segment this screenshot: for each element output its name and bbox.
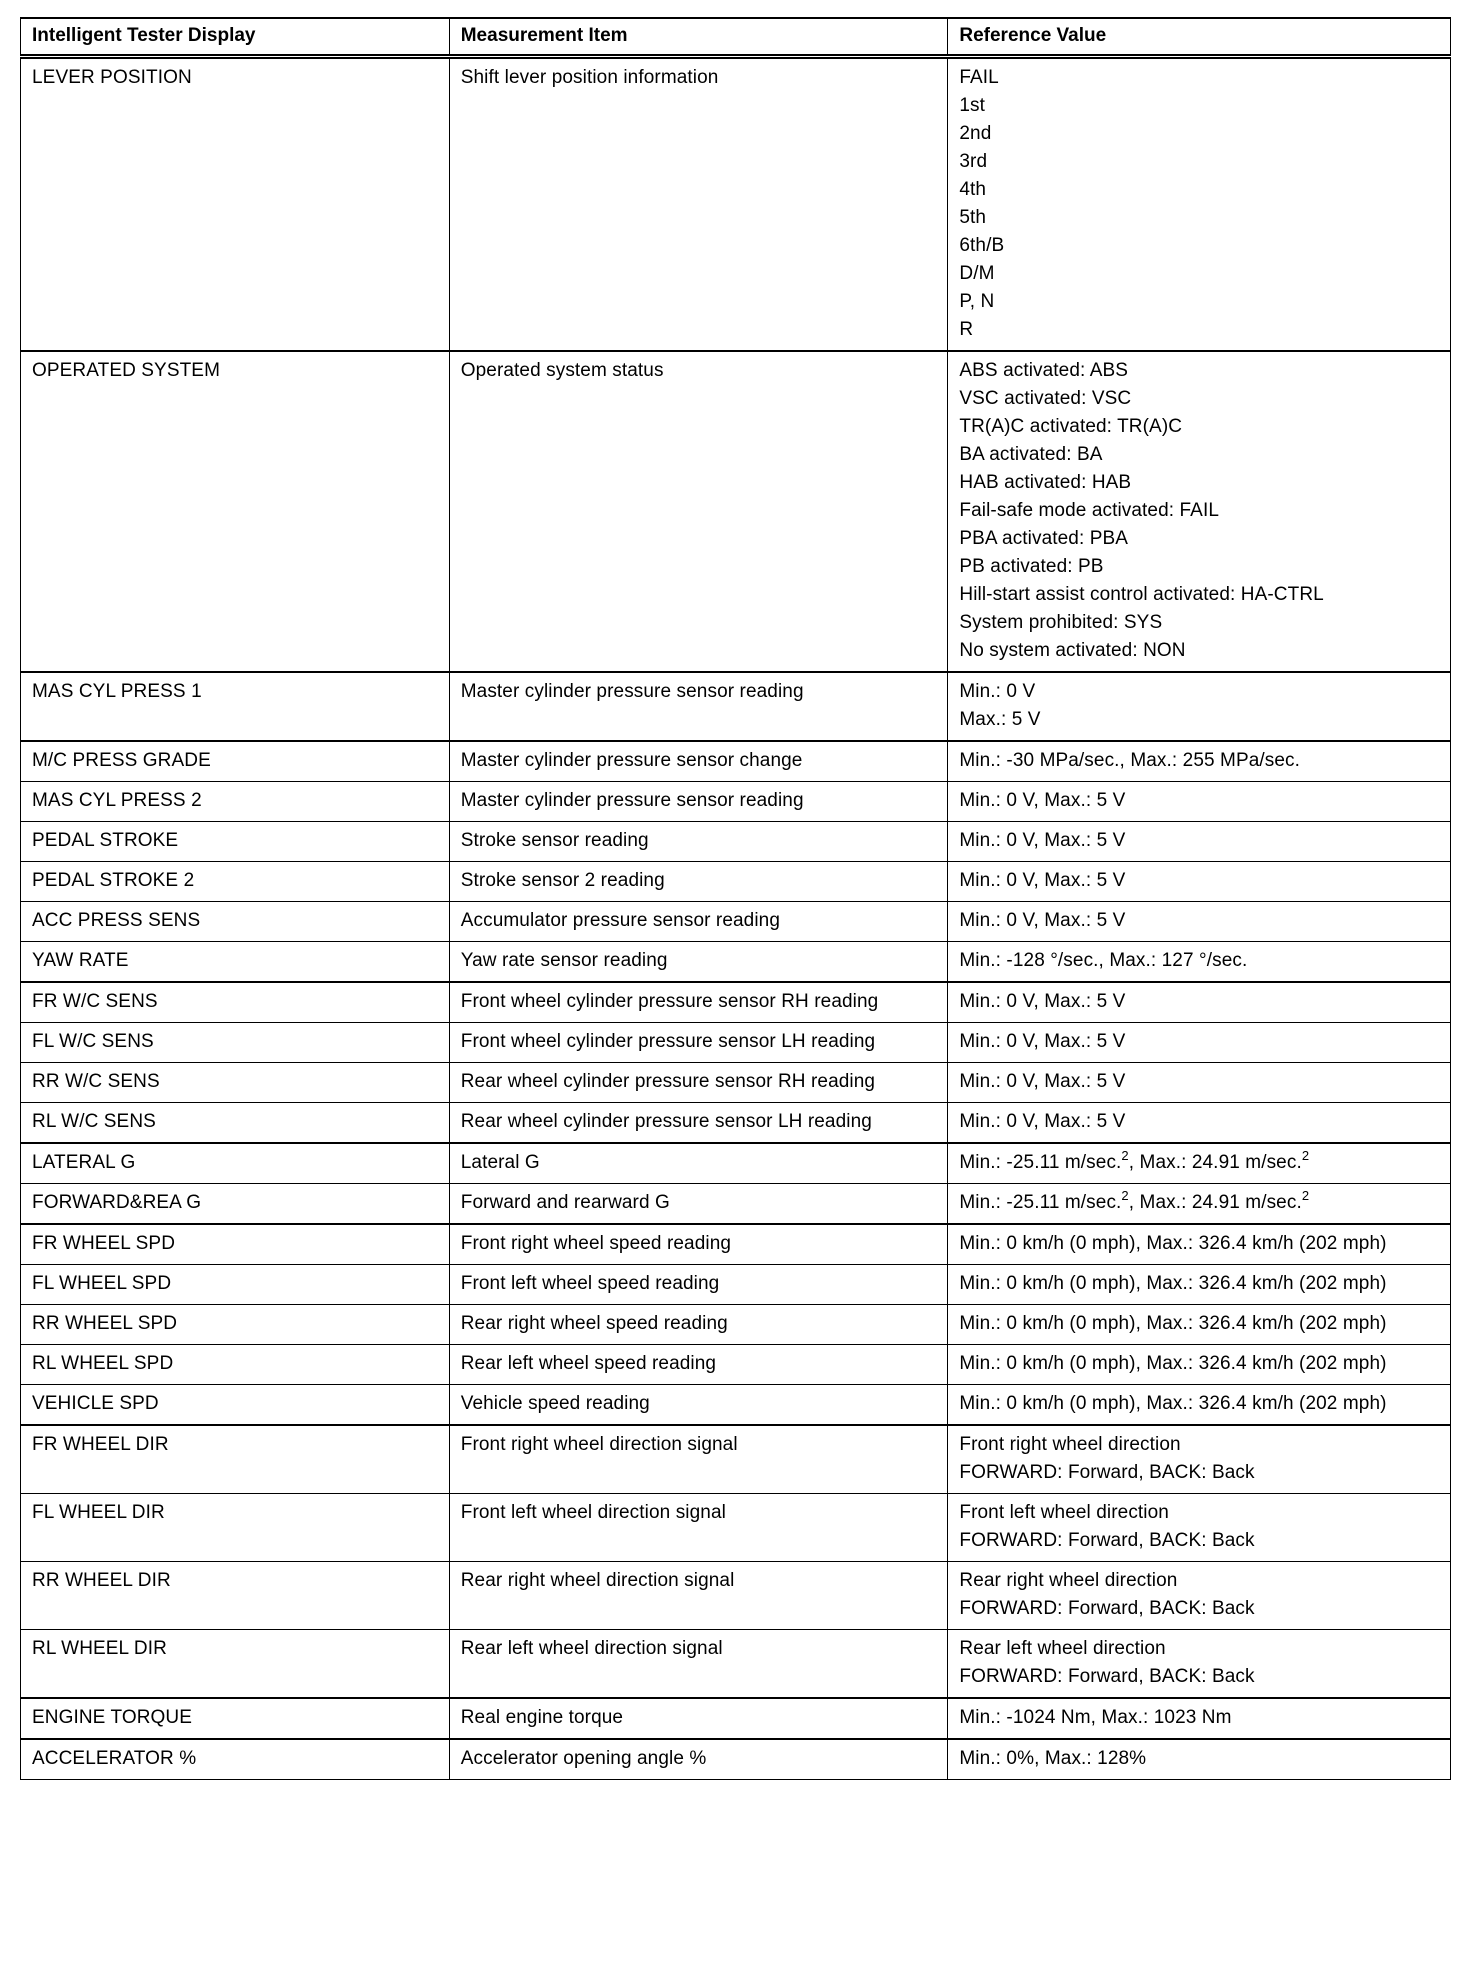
reference-value-cell xyxy=(948,1385,1451,1426)
reference-value-line: Min.: 0 V, Max.: 5 V xyxy=(959,1071,1126,1092)
tester-display-cell: ACC PRESS SENS xyxy=(21,902,450,942)
reference-value-line: R xyxy=(959,319,974,340)
measurement-item-cell: Operated system status xyxy=(449,351,948,672)
tester-display-cell: M/C PRESS GRADE xyxy=(21,741,450,782)
reference-value-line: Rear left wheel direction xyxy=(959,1638,1166,1659)
table-row xyxy=(21,1630,1451,1699)
reference-value-line: Min.: 0 V, Max.: 5 V xyxy=(959,870,1126,891)
reference-value-line: 3rd xyxy=(959,151,988,172)
reference-value-line: Min.: 0 V, Max.: 5 V xyxy=(959,830,1126,851)
measurement-item-cell: Forward and rearward G xyxy=(449,1184,948,1225)
measurement-item-cell: Front left wheel direction signal xyxy=(449,1494,948,1562)
tester-display-cell: RR W/C SENS xyxy=(21,1063,450,1103)
reference-value-line: Min.: 0 V xyxy=(959,681,1036,702)
table-row xyxy=(21,1562,1451,1630)
reference-value-line: PB activated: PB xyxy=(959,556,1104,577)
table-row xyxy=(21,1184,1451,1225)
table-row xyxy=(21,1739,1451,1780)
reference-value-cell xyxy=(948,1265,1451,1305)
measurement-item-cell: Master cylinder pressure sensor change xyxy=(449,741,948,782)
tester-display-cell: FR W/C SENS xyxy=(21,982,450,1023)
measurement-item-cell: Front right wheel speed reading xyxy=(449,1224,948,1265)
header-reference-value: Reference Value xyxy=(948,18,1451,57)
reference-value-cell xyxy=(948,1562,1451,1630)
tester-display-cell: RL WHEEL SPD xyxy=(21,1345,450,1385)
reference-value-cell xyxy=(948,672,1451,741)
table-row xyxy=(21,1103,1451,1144)
tester-display-cell: FL WHEEL SPD xyxy=(21,1265,450,1305)
reference-value-cell xyxy=(948,1739,1451,1780)
measurement-item-cell: Front wheel cylinder pressure sensor RH reading xyxy=(449,982,948,1023)
tester-display-cell: YAW RATE xyxy=(21,942,450,983)
measurement-item-cell: Shift lever position information xyxy=(449,57,948,352)
table-row xyxy=(21,1023,1451,1063)
tester-display-cell: RR WHEEL SPD xyxy=(21,1305,450,1345)
table-row xyxy=(21,982,1451,1023)
reference-value-cell xyxy=(948,1224,1451,1265)
reference-value-line: D/M xyxy=(959,263,995,284)
reference-value-cell xyxy=(948,1305,1451,1345)
superscript: 2 xyxy=(1121,1148,1129,1163)
reference-value-cell xyxy=(948,1345,1451,1385)
reference-value-cell xyxy=(948,351,1451,672)
reference-value-cell xyxy=(948,822,1451,862)
tester-display-cell: RL W/C SENS xyxy=(21,1103,450,1144)
table-row xyxy=(21,1224,1451,1265)
reference-value-line: Min.: 0 km/h (0 mph), Max.: 326.4 km/h (202 mph) xyxy=(959,1353,1387,1374)
tester-display-cell: OPERATED SYSTEM xyxy=(21,351,450,672)
reference-value-cell xyxy=(948,57,1451,352)
tester-display-cell: LEVER POSITION xyxy=(21,57,450,352)
table-row xyxy=(21,741,1451,782)
reference-value-cell xyxy=(948,741,1451,782)
reference-value-cell xyxy=(948,1143,1451,1184)
reference-value-line: Rear right wheel direction xyxy=(959,1570,1178,1591)
reference-value-line: Max.: 5 V xyxy=(959,709,1041,730)
reference-value-line: Min.: 0 km/h (0 mph), Max.: 326.4 km/h (202 mph) xyxy=(959,1393,1387,1414)
tester-display-cell: FR WHEEL DIR xyxy=(21,1425,450,1494)
table-row xyxy=(21,1063,1451,1103)
table-row xyxy=(21,862,1451,902)
table-row xyxy=(21,782,1451,822)
tester-display-cell: MAS CYL PRESS 1 xyxy=(21,672,450,741)
tester-display-cell: ACCELERATOR % xyxy=(21,1739,450,1780)
tester-display-cell: FL WHEEL DIR xyxy=(21,1494,450,1562)
reference-value-line: FAIL xyxy=(959,67,999,88)
table-row xyxy=(21,1494,1451,1562)
reference-value-line: Min.: 0 V, Max.: 5 V xyxy=(959,1111,1126,1132)
reference-value-line: HAB activated: HAB xyxy=(959,472,1132,493)
measurement-item-cell: Rear right wheel speed reading xyxy=(449,1305,948,1345)
reference-value-text: Min.: -25.11 m/sec. xyxy=(959,1152,1122,1173)
reference-value-cell xyxy=(948,982,1451,1023)
tester-display-cell: PEDAL STROKE xyxy=(21,822,450,862)
reference-value-cell xyxy=(948,1494,1451,1562)
tester-display-cell: FL W/C SENS xyxy=(21,1023,450,1063)
table-row xyxy=(21,1345,1451,1385)
measurement-item-cell: Rear right wheel direction signal xyxy=(449,1562,948,1630)
reference-value-cell xyxy=(948,902,1451,942)
superscript: 2 xyxy=(1301,1148,1310,1163)
measurement-item-cell: Front left wheel speed reading xyxy=(449,1265,948,1305)
reference-value-line: Min.: 0 V, Max.: 5 V xyxy=(959,991,1126,1012)
reference-value-cell xyxy=(948,1184,1451,1225)
measurement-item-cell: Yaw rate sensor reading xyxy=(449,942,948,983)
reference-value-text: Min.: -25.11 m/sec. xyxy=(959,1192,1122,1213)
tester-display-cell: MAS CYL PRESS 2 xyxy=(21,782,450,822)
reference-value-cell xyxy=(948,1023,1451,1063)
table-row xyxy=(21,1265,1451,1305)
header-tester-display: Intelligent Tester Display xyxy=(21,18,450,57)
reference-value-line: Min.: 0 V, Max.: 5 V xyxy=(959,910,1126,931)
reference-value-cell xyxy=(948,1630,1451,1699)
header-measurement-item: Measurement Item xyxy=(449,18,948,57)
reference-value-line: Min.: 0 V, Max.: 5 V xyxy=(959,790,1126,811)
reference-value-line: Fail-safe mode activated: FAIL xyxy=(959,500,1219,521)
reference-value-cell xyxy=(948,942,1451,983)
tester-display-cell: FR WHEEL SPD xyxy=(21,1224,450,1265)
measurement-item-cell: Lateral G xyxy=(449,1143,948,1184)
measurement-item-cell: Master cylinder pressure sensor reading xyxy=(449,782,948,822)
reference-value-line: FORWARD: Forward, BACK: Back xyxy=(959,1598,1255,1619)
measurement-item-cell: Real engine torque xyxy=(449,1698,948,1739)
table-row xyxy=(21,1305,1451,1345)
reference-value-line: 6th/B xyxy=(959,235,1005,256)
measurement-item-cell: Front wheel cylinder pressure sensor LH reading xyxy=(449,1023,948,1063)
measurement-item-cell: Master cylinder pressure sensor reading xyxy=(449,672,948,741)
reference-value-cell xyxy=(948,1698,1451,1739)
table-row xyxy=(21,351,1451,672)
table-row xyxy=(21,822,1451,862)
reference-value-text: , Max.: 24.91 m/sec. xyxy=(1128,1152,1302,1173)
measurement-item-cell: Stroke sensor reading xyxy=(449,822,948,862)
reference-value-line: BA activated: BA xyxy=(959,444,1103,465)
table-row xyxy=(21,672,1451,741)
reference-value-line: PBA activated: PBA xyxy=(959,528,1129,549)
reference-value-cell xyxy=(948,1425,1451,1494)
reference-value-line: ABS activated: ABS xyxy=(959,360,1129,381)
tester-display-cell: ENGINE TORQUE xyxy=(21,1698,450,1739)
table-row xyxy=(21,942,1451,983)
reference-value-cell xyxy=(948,1103,1451,1144)
superscript: 2 xyxy=(1121,1188,1129,1203)
tester-display-cell: PEDAL STROKE 2 xyxy=(21,862,450,902)
reference-value-line: System prohibited: SYS xyxy=(959,612,1163,633)
reference-value-line: Min.: 0 V, Max.: 5 V xyxy=(959,1031,1126,1052)
reference-value-line: No system activated: NON xyxy=(959,640,1186,661)
measurement-item-cell: Vehicle speed reading xyxy=(449,1385,948,1426)
reference-value-line: P, N xyxy=(959,291,995,312)
reference-value-line: FORWARD: Forward, BACK: Back xyxy=(959,1462,1255,1483)
reference-value-line: Front left wheel direction xyxy=(959,1502,1169,1523)
tester-display-cell: RR WHEEL DIR xyxy=(21,1562,450,1630)
reference-value-line: Min.: -30 MPa/sec., Max.: 255 MPa/sec. xyxy=(959,750,1301,771)
reference-value-line: 2nd xyxy=(959,123,992,144)
reference-value-line: 4th xyxy=(959,179,987,200)
measurement-item-cell: Rear wheel cylinder pressure sensor LH reading xyxy=(449,1103,948,1144)
measurement-item-cell: Stroke sensor 2 reading xyxy=(449,862,948,902)
reference-value-line: Hill-start assist control activated: HA-CTRL xyxy=(959,584,1324,605)
table-row xyxy=(21,1143,1451,1184)
tester-display-cell: FORWARD&REA G xyxy=(21,1184,450,1225)
reference-value-line: Front right wheel direction xyxy=(959,1434,1181,1455)
tester-display-cell: LATERAL G xyxy=(21,1143,450,1184)
reference-value-line: Min.: -128 °/sec., Max.: 127 °/sec. xyxy=(959,950,1248,971)
reference-value-line: VSC activated: VSC xyxy=(959,388,1132,409)
superscript: 2 xyxy=(1301,1188,1310,1203)
table-row xyxy=(21,1385,1451,1426)
reference-value-cell xyxy=(948,1063,1451,1103)
measurement-item-cell: Front right wheel direction signal xyxy=(449,1425,948,1494)
table-row xyxy=(21,57,1451,352)
measurement-item-cell: Rear left wheel speed reading xyxy=(449,1345,948,1385)
reference-value-line: Min.: 0%, Max.: 128% xyxy=(959,1748,1147,1769)
tester-display-cell: VEHICLE SPD xyxy=(21,1385,450,1426)
reference-value-line: FORWARD: Forward, BACK: Back xyxy=(959,1666,1255,1687)
measurement-item-cell: Accelerator opening angle % xyxy=(449,1739,948,1780)
reference-value-line: 5th xyxy=(959,207,987,228)
reference-value-line: Min.: 0 km/h (0 mph), Max.: 326.4 km/h (202 mph) xyxy=(959,1273,1387,1294)
table-header-row xyxy=(21,18,1451,57)
reference-value-text: , Max.: 24.91 m/sec. xyxy=(1128,1192,1302,1213)
tester-display-cell: RL WHEEL DIR xyxy=(21,1630,450,1699)
data-list-table xyxy=(20,17,1451,1780)
table-row xyxy=(21,1425,1451,1494)
measurement-item-cell: Accumulator pressure sensor reading xyxy=(449,902,948,942)
reference-value-line: Min.: -1024 Nm, Max.: 1023 Nm xyxy=(959,1707,1232,1728)
measurement-item-cell: Rear wheel cylinder pressure sensor RH reading xyxy=(449,1063,948,1103)
reference-value-line: Min.: 0 km/h (0 mph), Max.: 326.4 km/h (202 mph) xyxy=(959,1313,1387,1334)
reference-value-line: 1st xyxy=(959,95,986,116)
table-row xyxy=(21,1698,1451,1739)
reference-value-line: Min.: 0 km/h (0 mph), Max.: 326.4 km/h (202 mph) xyxy=(959,1233,1387,1254)
reference-value-line: FORWARD: Forward, BACK: Back xyxy=(959,1530,1255,1551)
reference-value-cell xyxy=(948,782,1451,822)
reference-value-cell xyxy=(948,862,1451,902)
measurement-item-cell: Rear left wheel direction signal xyxy=(449,1630,948,1699)
reference-value-line: TR(A)C activated: TR(A)C xyxy=(959,416,1183,437)
table-row xyxy=(21,902,1451,942)
